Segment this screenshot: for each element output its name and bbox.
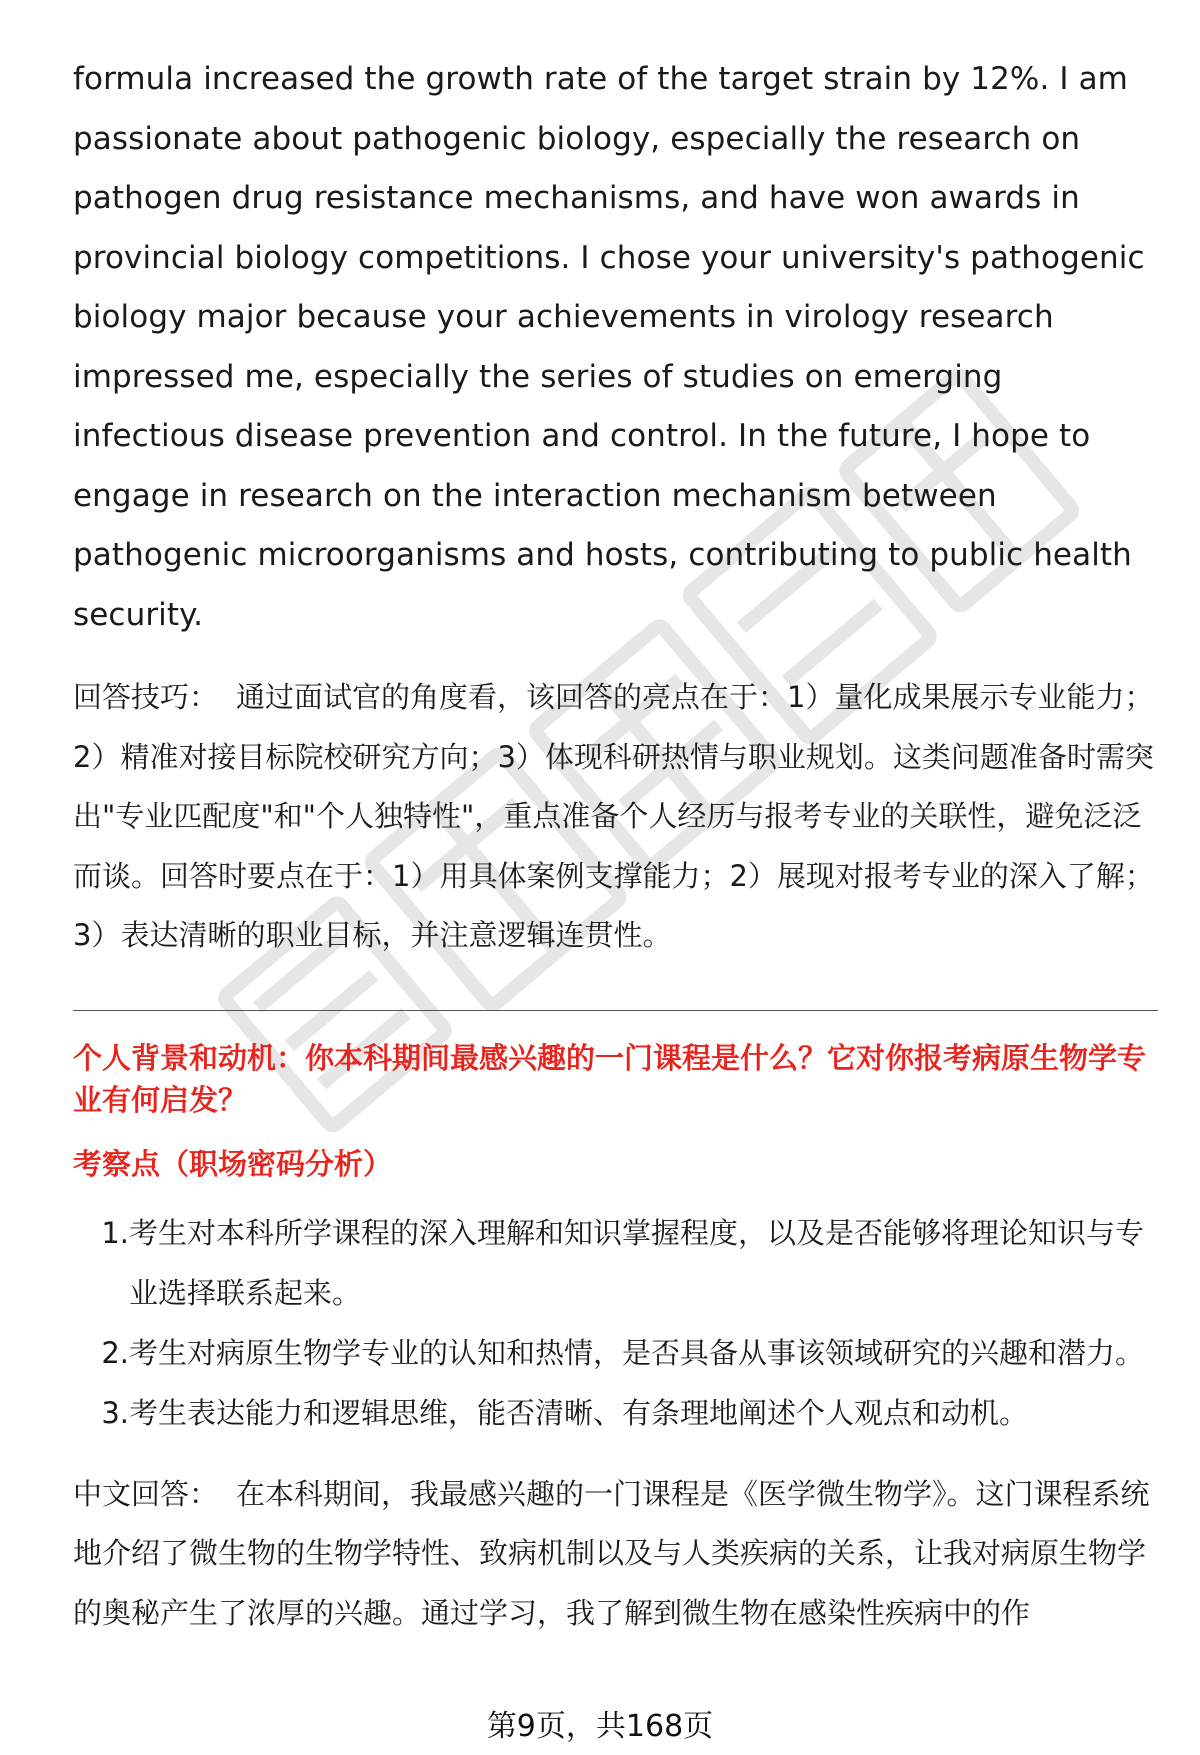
focus-list [73,1203,1158,1443]
focus-item [73,1323,1158,1383]
focus-item-text: 考生对本科所学课程的深入理解和知识掌握程度，以及是否能够将理论知识与专业选择联系起来。 [129,1215,1145,1310]
page-number-footer: 第9页，共168页 [486,1709,714,1744]
focus-item [73,1383,1158,1443]
focus-item-text: 考生对病原生物学专业的认知和热情，是否具备从事该领域研究的兴趣和潜力。 [129,1335,1145,1370]
page-content [73,50,1158,1643]
tip-label: 回答技巧： [73,680,219,714]
english-answer-paragraph: formula increased the growth rate of the target strain by 12%. I am passionate about pathogenic biology, especially the research on pathogen drug resistance mechanisms, and have won awards in provincial biology competitions. I chose your university's pathogenic biology major because your achievements in virology research impressed me, especially the series of studies on emerging infectious disease prevention and control. In the future, I hope to engage in research on the interaction mechanism between pathogenic microorganisms and hosts, contributing to public health security. [73,61,1145,633]
answer-text: 在本科期间，我最感兴趣的一门课程是《医学微生物学》。这门课程系统地介绍了微生物的生物学特性、致病机制以及与人类疾病的关系，让我对病原生物学的奥秘产生了浓厚的兴趣。通过学习，我了解到微生物在感染性疾病中的作 [73,1476,1150,1630]
answer-tip-paragraph [73,668,1158,966]
focus-heading: 考察点（职场密码分析） [73,1146,393,1181]
section-divider [73,1010,1158,1011]
tip-text: 通过面试官的角度看，该回答的亮点在于：1）量化成果展示专业能力；2）精准对接目标院校研究方向；3）体现科研热情与职业规划。这类问题准备时需突出"专业匹配度"和"个人独特性"，重点准备个人经历与报考专业的关联性，避免泛泛而谈。回答时要点在于：1）用具体案例支撑能力；2）展现对报考专业的深入了解；3）表达清晰的职业目标，并注意逻辑连贯性。 [73,680,1154,952]
focus-item-number: 1. [101,1215,129,1250]
chinese-answer-paragraph [73,1465,1158,1644]
question-heading: 个人背景和动机：你本科期间最感兴趣的一门课程是什么？它对你报考病原生物学专业有何启发？ [73,1040,1147,1117]
focus-item [73,1203,1158,1323]
focus-item-number: 3. [101,1395,129,1430]
answer-label: 中文回答： [73,1476,219,1511]
focus-item-number: 2. [101,1335,129,1370]
focus-item-text: 考生表达能力和逻辑思维，能否清晰、有条理地阐述个人观点和动机。 [129,1395,1029,1430]
